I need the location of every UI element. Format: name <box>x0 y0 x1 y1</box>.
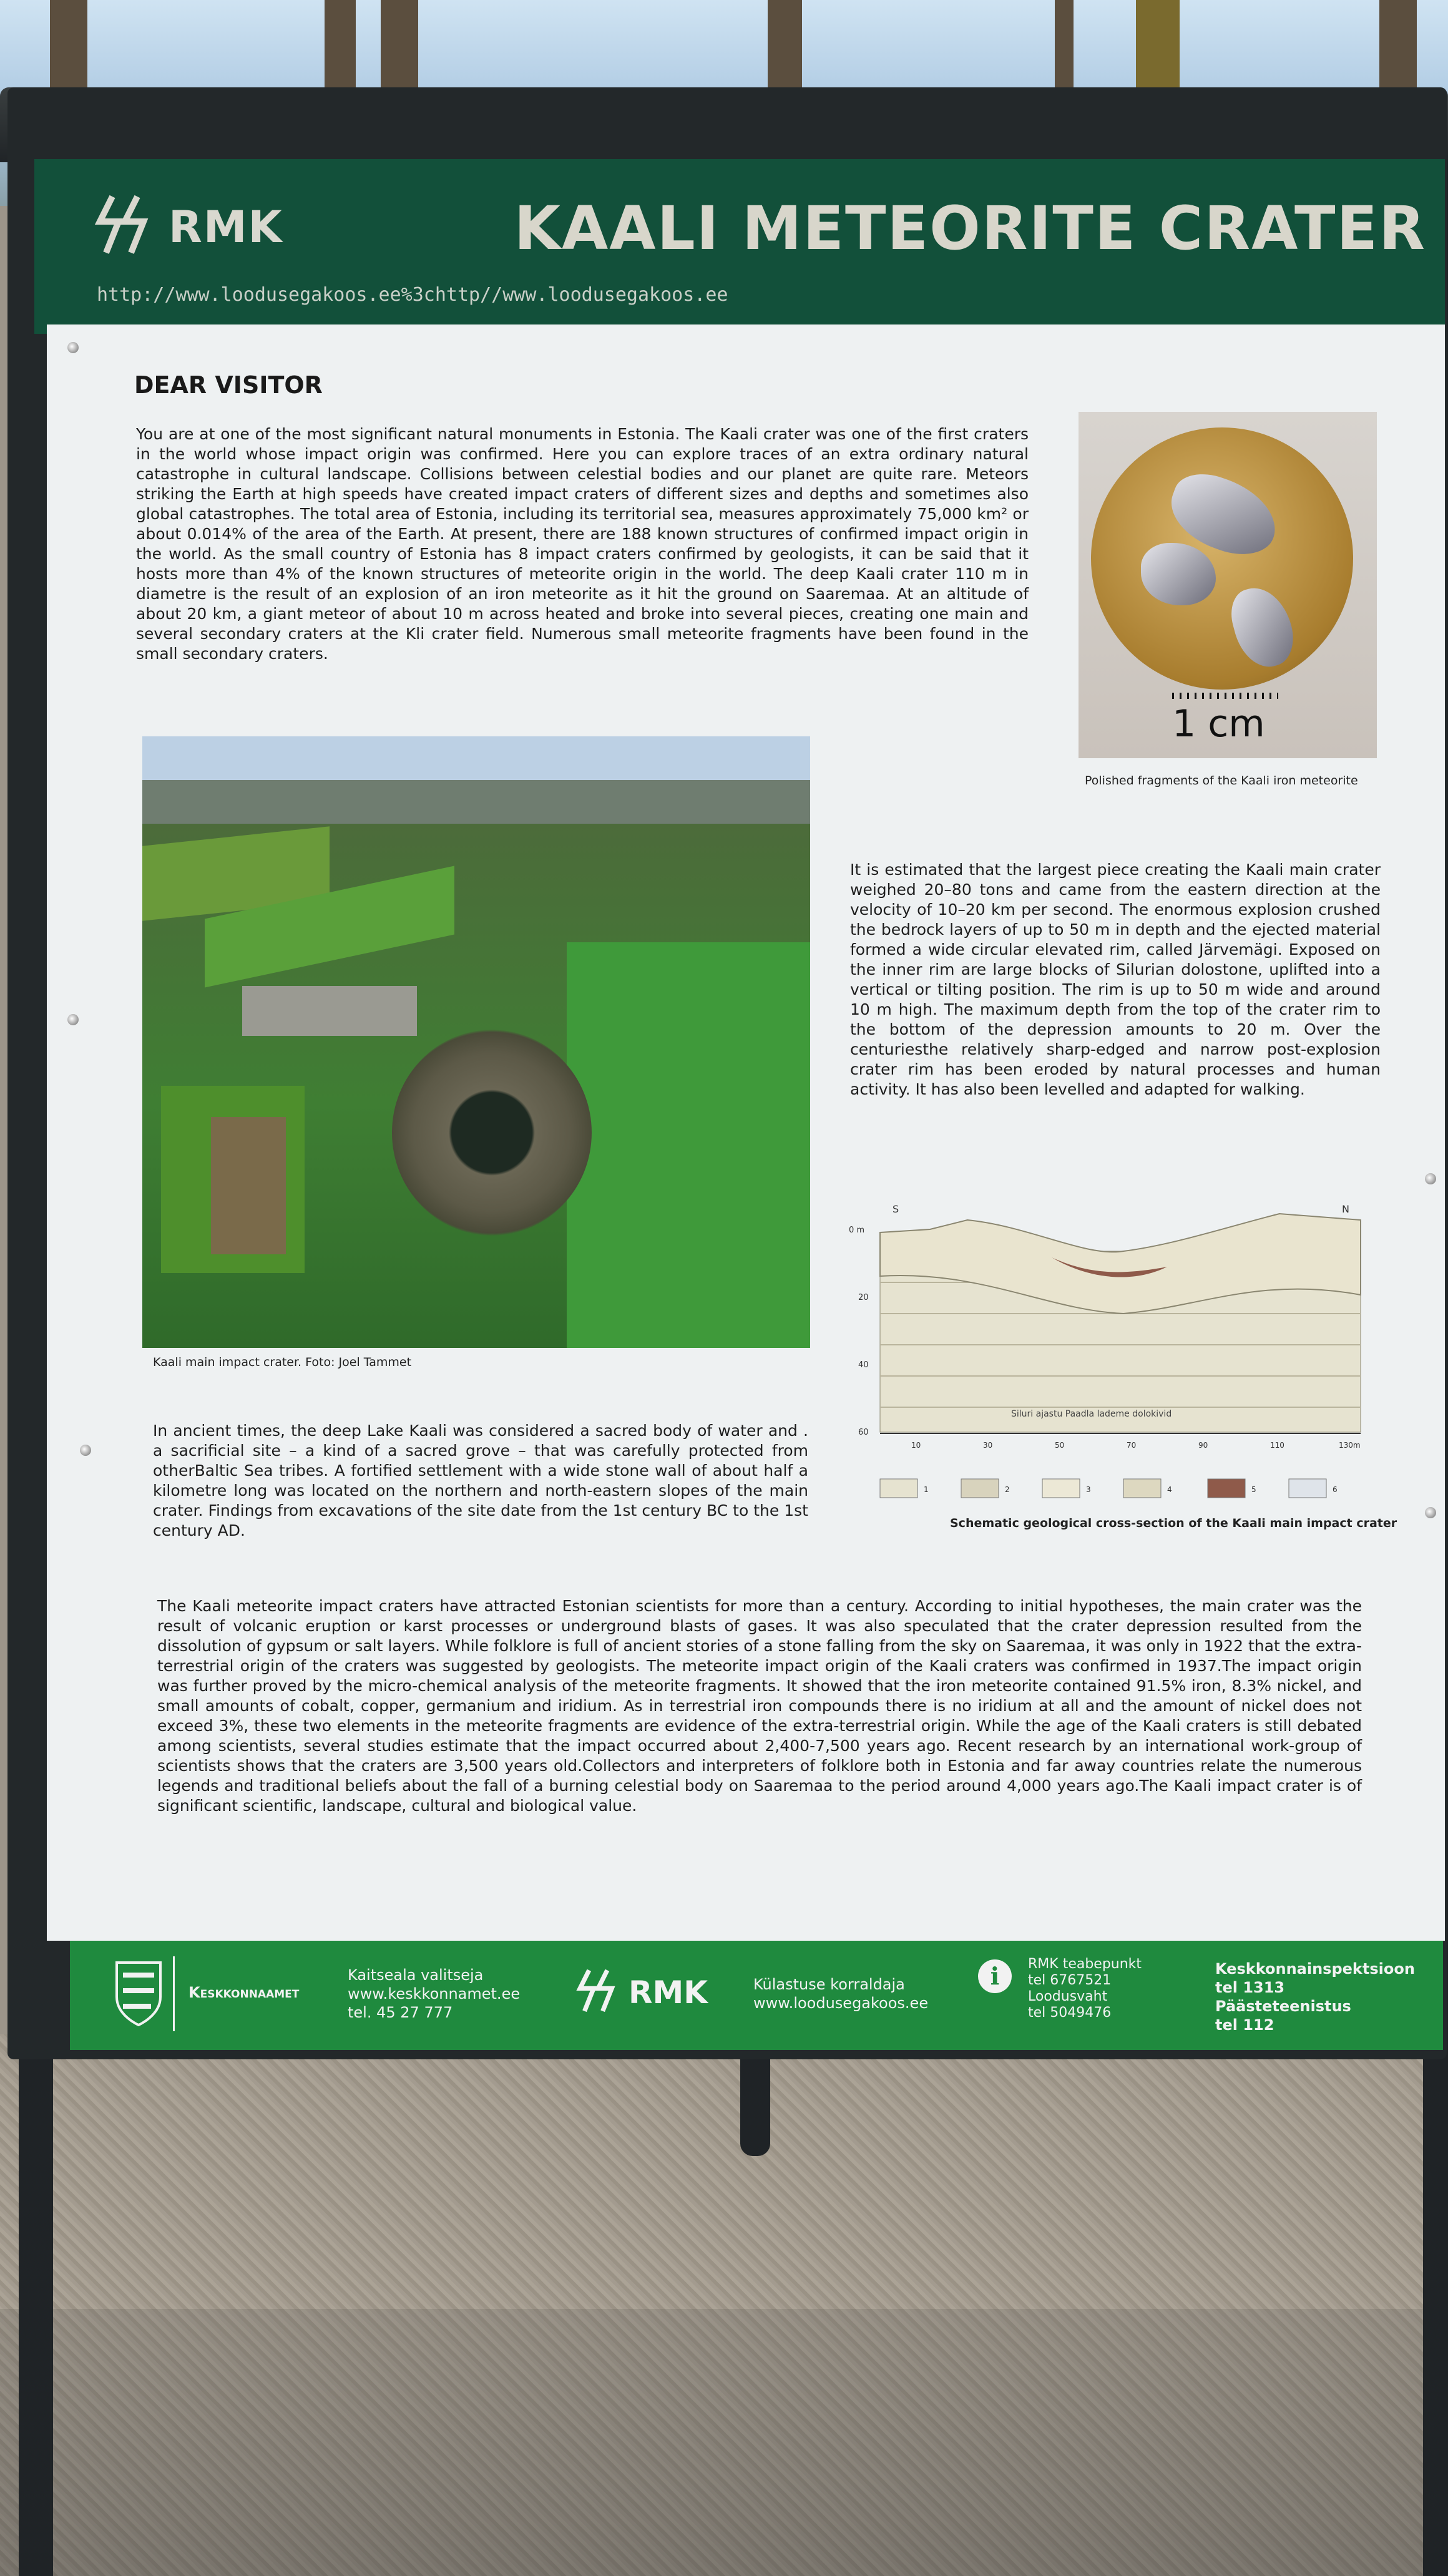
header-url: http://www.loodusegakoos.ee%3chttp//www.loodusegakoos.ee <box>97 284 728 306</box>
x-tick: 30 <box>983 1441 993 1450</box>
ranger-phone: tel 5049476 <box>1028 2005 1112 2021</box>
screw <box>1425 1507 1436 1518</box>
info-phone: tel 6767521 <box>1028 1973 1112 1988</box>
field <box>567 942 810 1348</box>
protector-url: www.keskkonnamet.ee <box>348 1985 521 2003</box>
rmk-logo <box>94 190 281 259</box>
cross-section-caption: Schematic geological cross-section of the Kaali main impact crater <box>950 1516 1397 1530</box>
cross-section-diagram <box>824 1201 1386 1513</box>
x-tick: 130m <box>1339 1441 1361 1450</box>
meteorite-photo <box>1079 412 1377 758</box>
estimate-text: It is estimated that the largest piece creating the Kaali main crater weighed 20–80 tons and came from the eastern direction at the velocity of 10–20 km per second. The enormous explosion crushed the bedrock layers of up to 50 m in depth and the ejected material formed a wide circular elevated rim, called Järvemägi. Exposed on the inner rim are large blocks of Silurian dolostone, uplifted into a vertical or tilting position. The rim is up to 50 m wide and around 10 m high. The maximum depth from the top of the crater rim to the bottom of the depression amounts to 20 m. Over the centuriesthe relatively sharp-edged and narrow post-explosion crater rim has been eroded by natural processes and human activity. It has also been levelled and adapted for walking. <box>850 861 1381 1098</box>
legend-swatch <box>880 1479 917 1498</box>
protector-title: Kaitseala valitseja <box>348 1966 484 1984</box>
tree-trunk <box>768 0 802 100</box>
organizer-url: www.loodusegakoos.ee <box>753 1994 929 2012</box>
label-s: S <box>893 1203 899 1215</box>
board-footer <box>70 1941 1443 2050</box>
info-title: RMK teabepunkt <box>1028 1956 1142 1972</box>
estonia-crest-icon <box>114 1959 164 2028</box>
ground-shadow <box>0 2309 1448 2576</box>
board-header <box>34 159 1445 334</box>
history-text: The Kaali meteorite impact craters have attracted Estonian scientists for more than a century. According to initial hypotheses, the main crater was the result of volcanic eruption or karst processes or underground blasts of gases. It was also speculated that the crater depression resulted from the dissolution of gypsum or salt layers. While folklore is full of ancient stories of a stone falling from the sky on Saaremaa, it was only in 1922 that the extra-terrestrial origin of the craters was suggested by geologists. The meteorite impact origin of the Kaali craters was confirmed in 1937.The impact origin was further proved by the micro-chemical analysis of the meteorite fragments. It showed that the iron meteorite contained 91.5% iron, 8.3% nickel, and small amounts of cobalt, copper, germanium and iridium. As in terrestrial iron compounds there is no iridium at all and the amount of nickel does not exceed 3%, these two elements in the meteorite fragments are evidence of the extra-terrestrial origin. While the age of the Kaali craters is still debated among scientists, several studies estimate that the impact occurred about 2,400-7,500 years ago. Recent research by an international work-group of scientists shows that the craters are 3,500 years old.Collectors and interpreters of folklore both in Estonia and far away countries relate the numerous legends and traditional beliefs about the fall of a burning celestial body on Saaremaa to the period around 4,000 years ago.The Kaali impact crater is of significant scientific, landscape, cultural and biological value. <box>157 1597 1362 1815</box>
rescue-title: Päästeteenistus <box>1215 1998 1351 2015</box>
board-title: KAALI METEORITE CRATER <box>514 193 1426 263</box>
screw <box>1425 1173 1436 1184</box>
meteorite-disc <box>1091 427 1353 690</box>
footer-divider <box>173 1956 175 2031</box>
aerial-crater-photo <box>142 736 810 1348</box>
scale-label: 1 cm <box>1172 702 1265 746</box>
inspection-title: Keskkonnainspektsioon <box>1215 1960 1415 1978</box>
label-n: N <box>1342 1203 1349 1215</box>
legend-label: 1 <box>924 1485 929 1494</box>
x-tick: 70 <box>1127 1441 1137 1450</box>
protector-phone: tel. 45 27 777 <box>348 2004 453 2021</box>
x-tick: 110 <box>1270 1441 1284 1450</box>
ranger-title: Loodusvaht <box>1028 1989 1108 2004</box>
inspection-phone: tel 1313 <box>1215 1979 1285 1996</box>
x-tick: 90 <box>1198 1441 1208 1450</box>
y-tick: 40 <box>858 1360 869 1370</box>
scale-bar <box>1172 693 1278 699</box>
legend-swatch <box>1289 1479 1326 1498</box>
legend-label: 5 <box>1251 1485 1256 1494</box>
legend-swatch <box>961 1479 999 1498</box>
y-tick: 20 <box>858 1293 869 1302</box>
intro-heading: DEAR VISITOR <box>134 371 323 399</box>
x-tick: 50 <box>1055 1441 1065 1450</box>
legend-swatch <box>1042 1479 1080 1498</box>
intro-text: You are at one of the most significant natural monuments in Estonia. The Kaali crater was one of the first craters in the world whose impact origin was confirmed. Here you can explore traces of an extra ordinary natural catastrophe in cultural landscape. Collisions between celestial bodies and our planet are quite rare. Meteors striking the Earth at high speeds have created impact craters of different sizes and depths and sometimes also global catastrophes. The total area of Estonia, including its territorial sea, measures approximately 75,000 km² or about 0.014% of the area of the Earth. At present, there are 188 known structures of confirmed impact origin in the world. As the small country of Estonia has 8 impact craters confirmed by geologists, it can be said that it hosts more than 4% of the known structures of meteorite origin in the world. The deep Kaali crater 110 m in diametre is the result of an explosion of an iron meteorite as it hit the ground on Saaremaa. At an altitude of about 20 km, a giant meteor of about 10 m across heated and broke into several pieces, creating one main and several secondary craters at the Kli crater field. Numerous small meteorite fragments have been found in the small secondary craters. <box>136 425 1029 663</box>
screw <box>80 1445 91 1456</box>
aerial-caption: Kaali main impact crater. Foto: Joel Tammet <box>153 1355 412 1369</box>
legend-swatch <box>1208 1479 1245 1498</box>
legend-label: 4 <box>1167 1485 1172 1494</box>
info-icon: i <box>978 1959 1012 1993</box>
rescue-phone: tel 112 <box>1215 2016 1274 2034</box>
rmk-tree-icon <box>94 190 162 259</box>
ministry-name: Keskkonnaamet <box>188 1984 300 2001</box>
center-post <box>740 2050 770 2156</box>
legend-swatch <box>1123 1479 1161 1498</box>
meteorite-caption: Polished fragments of the Kaali iron meteorite <box>1085 774 1358 788</box>
legend-label: 3 <box>1086 1485 1091 1494</box>
organizer-title: Külastuse korraldaja <box>753 1976 905 1993</box>
inner-rock-label: Siluri ajastu Paadla lademe dolokivid <box>1011 1409 1172 1419</box>
screw <box>67 342 79 353</box>
farm-buildings <box>242 986 417 1036</box>
rmk-logo-text: RMK <box>169 202 283 253</box>
screw <box>67 1014 79 1025</box>
field <box>211 1117 286 1254</box>
ancient-text: In ancient times, the deep Lake Kaali was considered a sacred body of water and . a sacrificial site – a kind of a sacred grove – that was carefully protected from otherBaltic Sea tribes. A fortified settlement with a wide stone wall of about half a kilometre long was located on the northern and north-eastern slopes of the main crater. Findings from excavations of the site date from the 1st century BC to the 1st century AD. <box>153 1422 808 1539</box>
footer-rmk-logo-text: RMK <box>629 1974 708 2011</box>
legend-label: 2 <box>1005 1485 1010 1494</box>
rmk-tree-icon <box>575 1966 625 2016</box>
crater <box>392 1030 592 1236</box>
y-tick: 0 m <box>849 1226 865 1235</box>
legend-label: 6 <box>1333 1485 1338 1494</box>
x-tick: 10 <box>911 1441 921 1450</box>
y-tick: 60 <box>858 1428 869 1437</box>
